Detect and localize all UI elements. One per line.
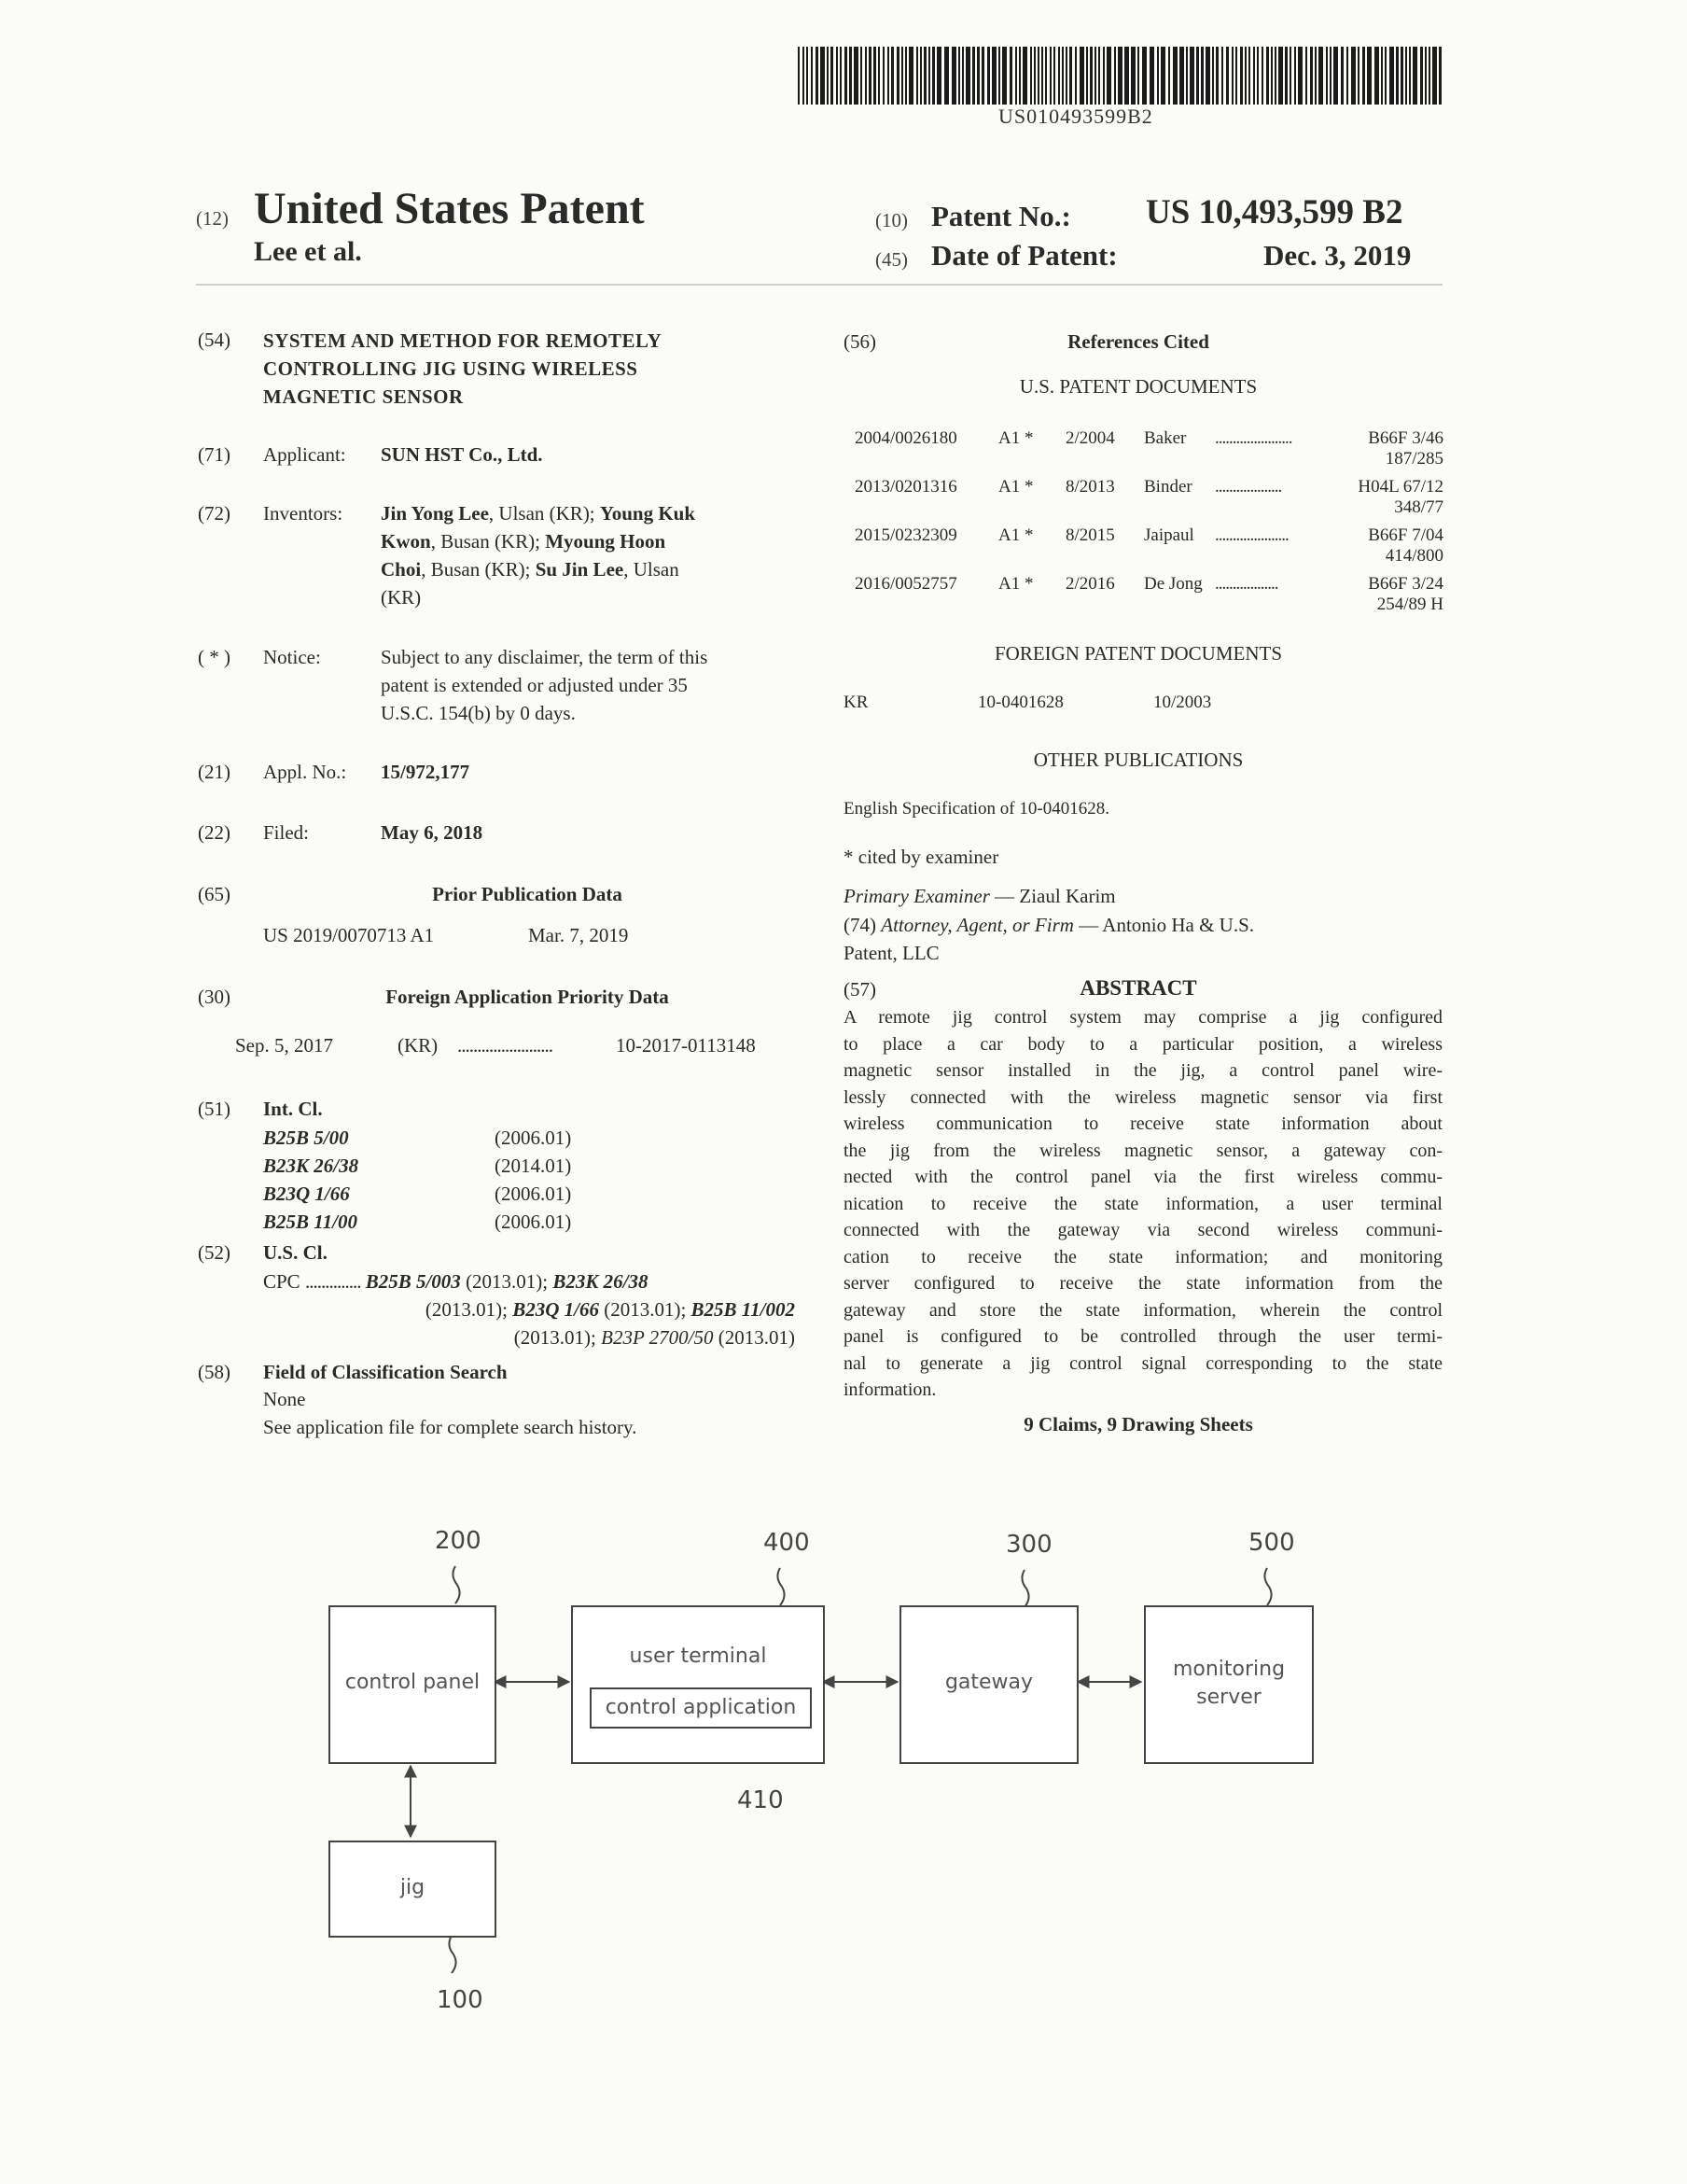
ref-kind: A1 * — [998, 525, 1034, 545]
code-72: (72) — [198, 502, 230, 525]
int-cl-year: (2006.01) — [495, 1183, 572, 1205]
inventor-location: , Ulsan (KR); — [488, 502, 600, 525]
foreign-priority-heading: Foreign Application Priority Data — [385, 986, 669, 1008]
code-12: (12) — [196, 207, 229, 230]
int-cl-class: B25B 5/00 — [263, 1127, 349, 1149]
control-application-label: control application — [605, 1696, 797, 1719]
leader-100 — [449, 1936, 455, 1973]
other-publication: English Specification of 10-0401628. — [844, 799, 1109, 819]
ref-leader-dots: .................. — [1215, 574, 1278, 594]
code-65: (65) — [198, 883, 230, 905]
appl-no-label: Appl. No.: — [263, 761, 347, 783]
inventor-name: Kwon — [381, 530, 431, 553]
ref-100: 100 — [437, 1986, 483, 2014]
ref-class-secondary: 187/285 — [1385, 449, 1443, 469]
applicant-label: Applicant: — [263, 443, 346, 466]
inventor-location: (KR) — [381, 586, 422, 609]
ref-kind: A1 * — [998, 477, 1034, 497]
other-publications-heading: OTHER PUBLICATIONS — [1033, 749, 1244, 771]
abstract-line: cation to receive the state information; and monitoring — [844, 1246, 1443, 1267]
code-57: (57) — [844, 978, 876, 1001]
us-patent-documents-heading: U.S. PATENT DOCUMENTS — [1019, 375, 1258, 398]
primary-examiner-name: — Ziaul Karim — [989, 885, 1116, 907]
leader-500 — [1264, 1568, 1271, 1605]
monitoring-server-box — [1144, 1605, 1314, 1764]
cpc-year: (2013.01); — [460, 1270, 553, 1293]
title-line: MAGNETIC SENSOR — [263, 385, 464, 408]
ref-name: Baker — [1144, 428, 1187, 448]
cpc-class: B25B 5/003 — [365, 1270, 461, 1293]
ref-date: 8/2013 — [1066, 477, 1115, 497]
cpc-leader-dots: .............. — [304, 1270, 361, 1293]
abstract-line: panel is configured to be controlled through the user termi- — [844, 1326, 1443, 1347]
ref-410: 410 — [737, 1786, 784, 1814]
leader-200 — [453, 1566, 459, 1603]
int-cl-class: B23Q 1/66 — [263, 1183, 350, 1205]
patent-number: US 10,493,599 B2 — [1146, 193, 1403, 231]
barcode-number: US010493599B2 — [998, 105, 1153, 128]
foreign-number: 10-0401628 — [978, 693, 1064, 712]
ref-leader-dots: ...................... — [1215, 428, 1292, 448]
abstract-heading: ABSTRACT — [1080, 976, 1197, 1000]
inventor-name: Young Kuk — [599, 502, 696, 525]
leader-400 — [777, 1568, 784, 1605]
int-cl-class: B25B 11/00 — [263, 1211, 357, 1233]
inventor-location: , Busan (KR); — [430, 530, 546, 553]
int-cl-year: (2014.01) — [495, 1155, 572, 1177]
priority-leader-dots: ........................ — [457, 1034, 552, 1057]
code-54: (54) — [198, 329, 230, 351]
priority-country: (KR) — [397, 1034, 439, 1057]
gateway-label: gateway — [944, 1671, 1034, 1694]
appl-no: 15/972,177 — [381, 761, 470, 783]
ref-leader-dots: ..................... — [1215, 525, 1289, 545]
cpc-year: (2013.01); — [425, 1298, 513, 1321]
int-cl-label: Int. Cl. — [263, 1098, 323, 1120]
code-30: (30) — [198, 986, 230, 1008]
ref-class: H04L 67/12 — [1358, 477, 1443, 497]
inventor-name: Myoung Hoon — [545, 530, 666, 553]
monitoring-server-line: monitoring — [1172, 1658, 1286, 1681]
ref-name: Jaipaul — [1144, 525, 1194, 545]
prior-publication-date: Mar. 7, 2019 — [528, 924, 629, 946]
ref-class-secondary: 254/89 H — [1376, 595, 1443, 614]
foreign-patent-documents-heading: FOREIGN PATENT DOCUMENTS — [994, 642, 1283, 665]
abstract-line: A remote jig control system may comprise a jig configured — [844, 1007, 1443, 1028]
gateway-box — [899, 1605, 1079, 1764]
code-56: (56) — [844, 330, 876, 353]
cpc-class: B23K 26/38 — [552, 1270, 648, 1293]
code-74: (74) — [844, 914, 876, 936]
cpc-class: B23P 2700/50 — [601, 1326, 714, 1349]
authors: Lee et al. — [254, 236, 362, 267]
cpc-class: B25B 11/002 — [690, 1298, 795, 1321]
code-45: (45) — [875, 248, 908, 271]
notice-line: patent is extended or adjusted under 35 — [381, 674, 688, 696]
ref-class-secondary: 348/77 — [1394, 497, 1443, 517]
int-cl-year: (2006.01) — [495, 1127, 572, 1149]
foreign-country: KR — [844, 693, 869, 712]
references-cited-heading: References Cited — [1067, 330, 1209, 353]
abstract-line: wireless communication to receive state information about — [844, 1113, 1443, 1134]
attorney-name-line2: Patent, LLC — [844, 942, 940, 964]
code-10: (10) — [875, 209, 908, 231]
ref-400: 400 — [763, 1529, 810, 1557]
inventor-name: Choi — [381, 558, 422, 581]
cpc-label: CPC — [263, 1270, 300, 1293]
title-line: CONTROLLING JIG USING WIRELESS — [263, 357, 638, 380]
code-58: (58) — [198, 1361, 230, 1383]
code-notice: ( * ) — [198, 646, 230, 668]
ref-class: B66F 3/24 — [1368, 574, 1443, 594]
ref-date: 8/2015 — [1066, 525, 1115, 545]
abstract-line: lessly connected with the wireless magnetic sensor via first — [844, 1086, 1443, 1108]
ref-number: 2015/0232309 — [855, 525, 957, 545]
ref-date: 2/2016 — [1066, 574, 1115, 594]
ref-kind: A1 * — [998, 574, 1034, 594]
inventor-location: , Busan (KR); — [421, 558, 536, 581]
leader-300 — [1022, 1570, 1028, 1607]
date-of-patent-label: Date of Patent: — [931, 239, 1118, 272]
control-panel-box — [328, 1605, 496, 1764]
int-cl-class: B23K 26/38 — [263, 1155, 359, 1177]
field-of-search-line: None — [263, 1388, 306, 1410]
jig-label: jig — [399, 1876, 425, 1899]
ref-name: Binder — [1144, 477, 1192, 497]
inventor-name: Jin Yong Lee — [381, 502, 489, 525]
cpc-year: (2013.01) — [713, 1326, 795, 1349]
notice-line: Subject to any disclaimer, the term of this — [381, 646, 708, 668]
abstract-line: server configured to receive the state information from the — [844, 1273, 1443, 1294]
priority-date: Sep. 5, 2017 — [235, 1034, 333, 1057]
inventor-name: Su Jin Lee — [535, 558, 624, 581]
ref-number: 2004/0026180 — [855, 428, 957, 448]
primary-examiner-label: Primary Examiner — [844, 885, 990, 907]
user-terminal-label: user terminal — [629, 1645, 767, 1668]
user-terminal-box — [571, 1605, 825, 1764]
ref-date: 2/2004 — [1066, 428, 1115, 448]
inventors-label: Inventors: — [263, 502, 343, 525]
abstract-line: connected with the gateway via second wireless communi- — [844, 1220, 1443, 1240]
patent-no-label: Patent No.: — [931, 200, 1071, 232]
abstract-line: nal to generate a jig control signal corresponding to the state — [844, 1352, 1443, 1374]
ref-500: 500 — [1248, 1529, 1295, 1557]
ref-300: 300 — [1006, 1531, 1053, 1559]
ref-class: B66F 7/04 — [1368, 525, 1443, 545]
ref-leader-dots: ................... — [1215, 477, 1282, 497]
code-51: (51) — [198, 1098, 230, 1120]
control-panel-label: control panel — [344, 1671, 481, 1694]
monitoring-server-label — [1146, 1656, 1312, 1712]
field-of-search-label: Field of Classification Search — [263, 1361, 508, 1383]
field-of-search-line: See application file for complete search history. — [263, 1416, 637, 1438]
abstract-line: nected with the control panel via the first wireless commu- — [844, 1167, 1443, 1187]
abstract-line: the jig from the wireless magnetic sensor, a gateway con- — [844, 1140, 1443, 1161]
ref-number: 2013/0201316 — [855, 477, 957, 497]
claims-and-sheets: 9 Claims, 9 Drawing Sheets — [1024, 1413, 1253, 1435]
control-application-box — [590, 1687, 812, 1729]
us-cl-label: U.S. Cl. — [263, 1241, 328, 1264]
prior-publication-heading: Prior Publication Data — [432, 883, 622, 905]
abstract-line: gateway and store the state information, wherein the control — [844, 1299, 1443, 1321]
notice-line: U.S.C. 154(b) by 0 days. — [381, 702, 576, 724]
ref-class-secondary: 414/800 — [1385, 546, 1443, 566]
cpc-year: (2013.01); — [598, 1298, 691, 1321]
filed-date: May 6, 2018 — [381, 821, 483, 844]
applicant: SUN HST Co., Ltd. — [381, 443, 543, 466]
attorney-label: Attorney, Agent, or Firm — [881, 914, 1074, 936]
foreign-date: 10/2003 — [1153, 693, 1212, 712]
ref-class: B66F 3/46 — [1368, 428, 1443, 448]
int-cl-year: (2006.01) — [495, 1211, 572, 1233]
ref-name: De Jong — [1144, 574, 1203, 594]
cited-by-examiner: * cited by examiner — [844, 846, 999, 868]
cpc-year: (2013.01); — [513, 1326, 602, 1349]
code-22: (22) — [198, 821, 230, 844]
ref-kind: A1 * — [998, 428, 1034, 448]
notice-label: Notice: — [263, 646, 321, 668]
cpc-class: B23Q 1/66 — [512, 1298, 599, 1321]
code-52: (52) — [198, 1241, 230, 1264]
monitoring-server-line: server — [1196, 1686, 1262, 1709]
code-21: (21) — [198, 761, 230, 783]
abstract-line: nication to receive the state information, a user terminal — [844, 1193, 1443, 1214]
attorney-name: — Antonio Ha & U.S. — [1073, 914, 1255, 936]
date-of-patent: Dec. 3, 2019 — [1263, 239, 1412, 272]
abstract-line: to place a car body to a particular position, a wireless — [844, 1033, 1443, 1055]
jig-box — [328, 1841, 496, 1938]
abstract-line: information. — [844, 1379, 937, 1400]
code-71: (71) — [198, 443, 230, 466]
abstract-line: magnetic sensor installed in the jig, a control panel wire- — [844, 1060, 1443, 1081]
title-line: SYSTEM AND METHOD FOR REMOTELY — [263, 329, 662, 352]
priority-number: 10-2017-0113148 — [616, 1034, 756, 1057]
ref-number: 2016/0052757 — [855, 574, 957, 594]
prior-publication-number: US 2019/0070713 A1 — [263, 924, 435, 946]
ref-200: 200 — [435, 1527, 481, 1555]
inventor-location: , Ulsan — [623, 558, 679, 581]
filed-label: Filed: — [263, 821, 310, 844]
document-title: United States Patent — [254, 184, 645, 233]
